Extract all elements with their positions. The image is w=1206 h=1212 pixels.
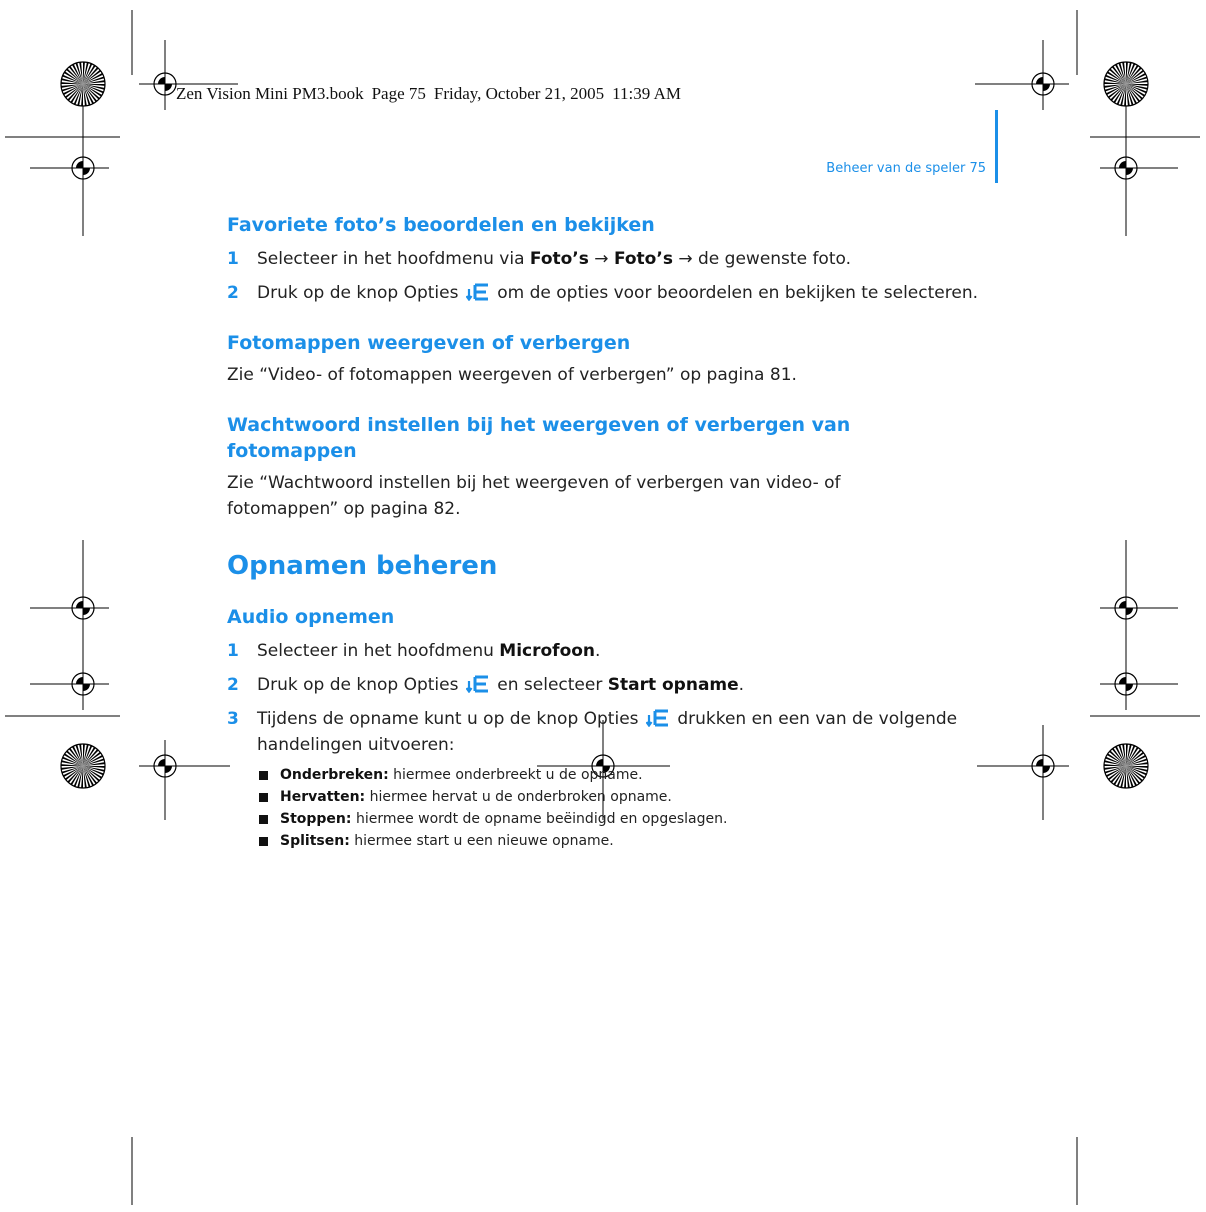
options-icon — [466, 283, 490, 301]
step-number: 2 — [227, 675, 239, 695]
fav-step-2 — [227, 280, 987, 306]
audio-step-2-end: . — [738, 675, 745, 695]
fav-step-1-text: Selecteer in het hoofdmenu via — [257, 249, 530, 269]
list-item — [257, 786, 987, 808]
step-number: 1 — [227, 249, 239, 269]
star-target-icon — [1104, 744, 1148, 788]
heading-fotomappen: Fotomappen weergeven of verbergen — [227, 332, 631, 354]
registration-mark-icon — [139, 740, 191, 792]
bullet-term: Hervatten: — [280, 789, 366, 805]
bullet-term: Splitsen: — [280, 833, 350, 849]
bullet-desc: hiermee start u een nieuwe opname. — [349, 833, 614, 849]
audio-options-list — [257, 764, 987, 852]
page-content — [227, 212, 987, 852]
slug-book: Zen Vision Mini PM3.book — [176, 84, 364, 103]
options-icon — [466, 675, 490, 693]
step-number: 2 — [227, 283, 239, 303]
fav-steps — [227, 246, 987, 306]
fav-step-1-end: de gewenste foto. — [698, 249, 851, 269]
wachtwoord-text: Zie “Wachtwoord instellen bij het weergeven of verbergen van video- of fotomappen” op pagina 82. — [227, 473, 841, 519]
audio-step-2 — [227, 672, 987, 698]
audio-step-1-end: . — [595, 641, 601, 661]
slug-page: Page 75 — [371, 84, 426, 103]
registration-mark-icon — [1100, 582, 1152, 634]
list-item — [257, 808, 987, 830]
bullet-square — [259, 837, 268, 846]
star-target-icon — [61, 744, 105, 788]
list-item — [257, 830, 987, 852]
audio-step-2-text: Druk op de knop Opties — [257, 675, 464, 695]
bullet-desc: hiermee wordt de opname beëindigd en opgeslagen. — [351, 811, 728, 827]
audio-step-2-mid: en selecteer — [491, 675, 608, 695]
running-header: Beheer van de speler 75 — [826, 161, 986, 176]
heading-favoriete-fotos: Favoriete foto’s beoordelen en bekijken — [227, 214, 655, 236]
audio-step-3-end: drukken en een van de volgende handelingen uitvoeren: — [257, 709, 958, 755]
fotomappen-text: Zie “Video- of fotomappen weergeven of verbergen” op pagina 81. — [227, 365, 797, 385]
fav-step-1 — [227, 246, 987, 272]
audio-steps — [227, 638, 987, 852]
audio-step-1 — [227, 638, 987, 664]
star-target-icon — [61, 62, 105, 106]
bullet-square — [259, 771, 268, 780]
step-number: 1 — [227, 641, 239, 661]
bullet-desc: hiermee hervat u de onderbroken opname. — [365, 789, 672, 805]
fav-step-2-end: om de opties voor beoordelen en bekijken te selecteren. — [491, 283, 978, 303]
heading-opnamen-beheren: Opnamen beheren — [227, 551, 498, 581]
fav-step-1-term-2: Foto’s — [613, 249, 673, 269]
options-icon — [646, 709, 670, 727]
fav-step-2-text: Druk op de knop Opties — [257, 283, 464, 303]
bullet-square — [259, 815, 268, 824]
fav-step-1-term-1: Foto’s — [529, 249, 589, 269]
slug-time: 11:39 AM — [612, 84, 681, 103]
bullet-term: Stoppen: — [280, 811, 352, 827]
list-item — [257, 764, 987, 786]
registration-mark-icon — [57, 142, 109, 194]
slug-date: Friday, October 21, 2005 — [433, 84, 605, 103]
registration-mark-icon — [1100, 142, 1152, 194]
audio-step-3-text: Tijdens de opname kunt u op de knop Opties — [257, 709, 644, 729]
registration-mark-icon — [1017, 58, 1069, 110]
heading-wachtwoord: Wachtwoord instellen bij het weergeven of verbergen van fotomappen — [227, 414, 851, 462]
registration-mark-icon — [1017, 740, 1069, 792]
star-target-icon — [1104, 62, 1148, 106]
heading-audio-opnemen: Audio opnemen — [227, 606, 395, 628]
step-number: 3 — [227, 709, 239, 729]
audio-step-1-text: Selecteer in het hoofdmenu — [257, 641, 500, 661]
bullet-square — [259, 793, 268, 802]
audio-step-2-term: Start opname — [607, 675, 739, 695]
audio-step-3 — [227, 706, 987, 852]
running-header-rule — [995, 110, 998, 183]
audio-step-1-term: Microfoon — [499, 641, 596, 661]
print-slug — [176, 84, 681, 104]
fav-step-1-arrow-1: → — [588, 249, 614, 269]
bullet-term: Onderbreken: — [280, 767, 389, 783]
bullet-desc: hiermee onderbreekt u de opname. — [388, 767, 643, 783]
fav-step-1-arrow-2: → — [672, 249, 699, 269]
